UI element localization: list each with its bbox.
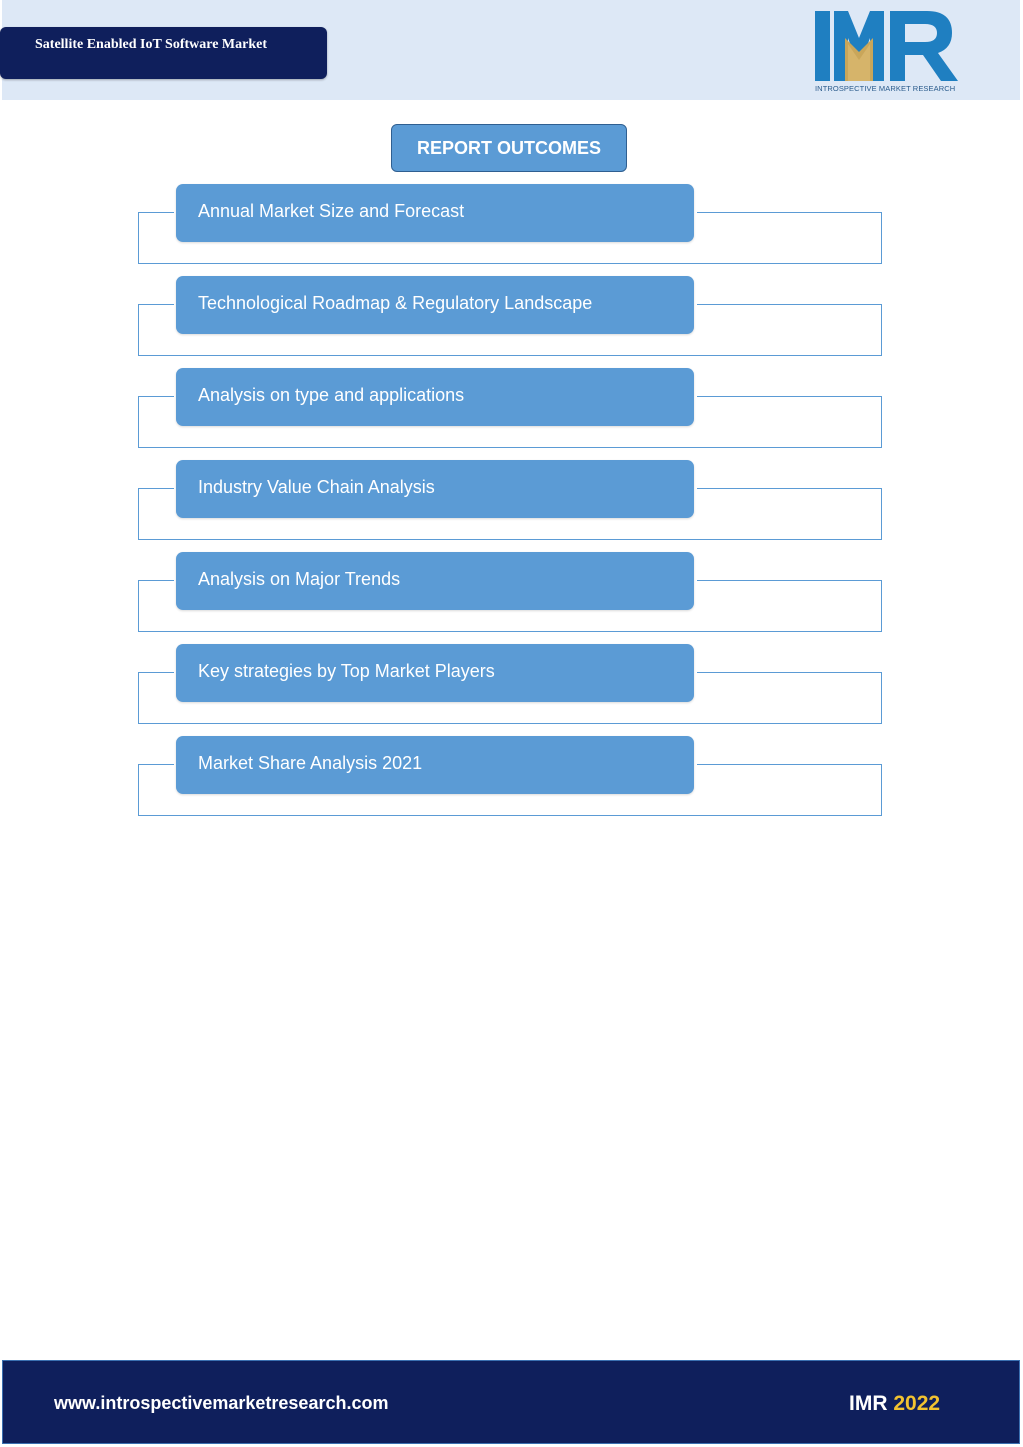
footer-website-link[interactable]: www.introspectivemarketresearch.com: [54, 1393, 389, 1413]
outcome-item: [138, 460, 882, 550]
document-title: Satellite Enabled IoT Software Market: [35, 37, 268, 52]
outcome-item: [138, 644, 882, 734]
outcome-label: Technological Roadmap & Regulatory Landscape: [198, 293, 593, 313]
pill-gap: [694, 460, 697, 518]
outcome-label: Key strategies by Top Market Players: [198, 661, 495, 681]
outcome-label: Annual Market Size and Forecast: [198, 201, 465, 221]
pill-gap: [694, 644, 697, 702]
report-outcomes-heading: REPORT OUTCOMES: [391, 124, 627, 172]
document-title-tab: [0, 27, 327, 79]
outcome-label: Industry Value Chain Analysis: [198, 477, 435, 497]
pill-gap: [694, 184, 697, 242]
outcome-label: Analysis on type and applications: [198, 385, 465, 405]
logo-caption: INTROSPECTIVE MARKET RESEARCH: [815, 84, 956, 93]
footer-brand: [849, 1392, 940, 1416]
pill-gap: [694, 736, 697, 794]
pill-gap: [694, 368, 697, 426]
pill-gap: [694, 276, 697, 334]
outcome-item: [138, 552, 882, 642]
footer-bar: [2, 1360, 1020, 1444]
outcome-label: Analysis on Major Trends: [198, 569, 401, 589]
footer-year: 2022: [893, 1392, 941, 1415]
outcome-item: [138, 276, 882, 366]
imr-logo: [812, 8, 962, 96]
footer-brand-name: IMR: [849, 1392, 888, 1415]
outcome-item: [138, 736, 882, 826]
outcome-item: [138, 368, 882, 458]
outcome-item: [138, 184, 882, 274]
outcome-label: Market Share Analysis 2021: [198, 753, 423, 773]
pill-gap: [694, 552, 697, 610]
